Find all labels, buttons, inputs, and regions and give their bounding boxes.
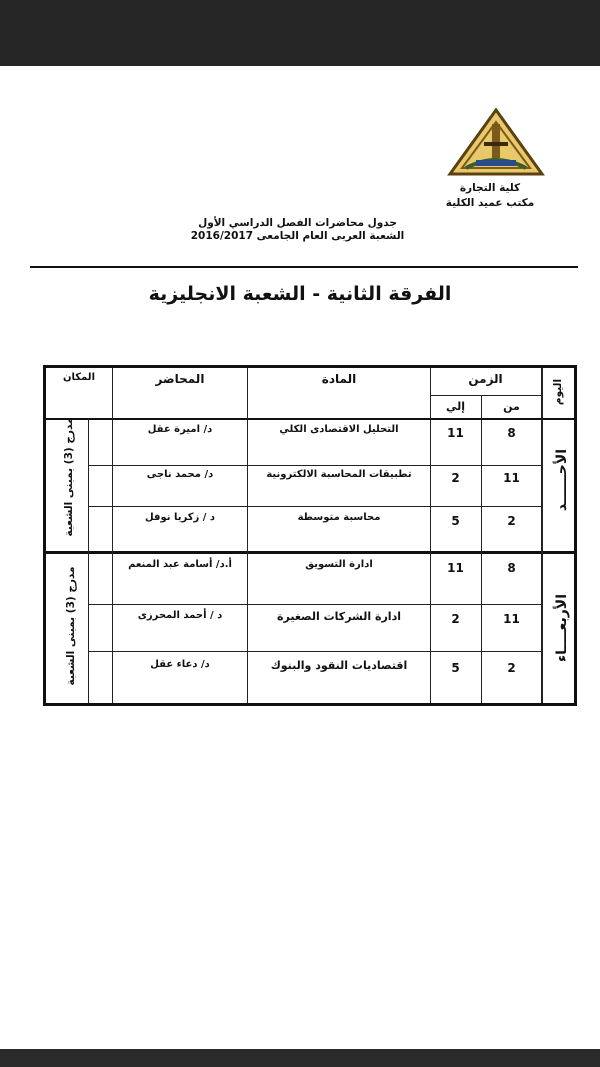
title-line-1: جدول محاضرات الفصل الدراسي الأول xyxy=(198,217,397,229)
grid-line xyxy=(481,395,482,703)
place-label: مدرج (3) بمبنى الشعبة xyxy=(63,417,75,537)
time-from: 11 xyxy=(503,612,520,626)
bottom-bar xyxy=(0,1049,600,1067)
time-to: 2 xyxy=(451,612,460,626)
grid-line xyxy=(88,604,541,605)
grid-line xyxy=(46,418,574,420)
grid-line xyxy=(88,465,541,466)
grid-line xyxy=(88,651,541,652)
subject-name: تطبيقات المحاسبة الالكترونية xyxy=(266,469,412,480)
time-to: 2 xyxy=(451,471,460,485)
header-time: الزمن xyxy=(468,372,503,386)
page-heading: الفرقة الثانية - الشعبة الانجليزية xyxy=(148,283,452,305)
faculty-name: كلية التجارة xyxy=(459,182,521,194)
faculty-block xyxy=(440,181,540,211)
time-from: 2 xyxy=(507,661,516,675)
day-label: الأحــــــد xyxy=(554,448,570,512)
time-from: 11 xyxy=(503,471,520,485)
lecturer-name: د/ محمد ناجى xyxy=(146,469,214,480)
grid-line xyxy=(88,506,541,507)
lecturer-name: د / أحمد المحرزى xyxy=(137,610,223,621)
divider-rule xyxy=(30,266,578,268)
time-to: 11 xyxy=(447,426,464,440)
grid-line xyxy=(430,368,431,703)
title-line-2: الشعبة العربى العام الجامعى 2016/2017 xyxy=(190,230,405,242)
subject-name: التحليل الاقتصادى الكلي xyxy=(279,424,399,435)
day-label: الأربعــــاء xyxy=(554,594,570,662)
grid-line xyxy=(541,368,543,703)
header-to: إلي xyxy=(445,400,466,413)
subject-name: محاسبة متوسطة xyxy=(297,512,381,523)
grid-line xyxy=(46,551,574,554)
lecturer-name: أ.د/ أسامة عبد المنعم xyxy=(128,559,232,570)
lecturer-name: د / زكريا نوفل xyxy=(144,512,216,523)
grid-line xyxy=(247,368,248,703)
schedule-table xyxy=(43,365,577,706)
subject-name: ادارة التسويق xyxy=(305,559,373,570)
time-from: 2 xyxy=(507,514,516,528)
time-to: 11 xyxy=(447,561,464,575)
top-bar xyxy=(0,0,600,66)
time-from: 8 xyxy=(507,561,516,575)
subject-name: ادارة الشركات الصغيرة xyxy=(277,610,401,623)
grid-line xyxy=(112,368,113,703)
grid-line xyxy=(430,395,541,396)
header-from: من xyxy=(503,400,520,413)
header-subject: المادة xyxy=(321,372,357,386)
lecturer-name: د/ دعاء عقل xyxy=(150,659,210,670)
schedule-title xyxy=(190,217,405,243)
subject-name: اقتصاديات النقود والبنوك xyxy=(270,659,408,672)
lecturer-name: د/ اميرة عقل xyxy=(147,424,213,435)
time-to: 5 xyxy=(451,514,460,528)
time-to: 5 xyxy=(451,661,460,675)
place-label: مدرج (3) بمبنى الشعبة xyxy=(65,566,77,686)
header-day: اليوم xyxy=(552,378,564,406)
university-logo xyxy=(446,108,546,180)
grid-line xyxy=(88,418,89,703)
header-lecturer: المحاضر xyxy=(155,372,205,386)
header-place: المكان xyxy=(63,372,95,383)
time-from: 8 xyxy=(507,426,516,440)
office-name: مكتب عميد الكلية xyxy=(445,197,535,209)
